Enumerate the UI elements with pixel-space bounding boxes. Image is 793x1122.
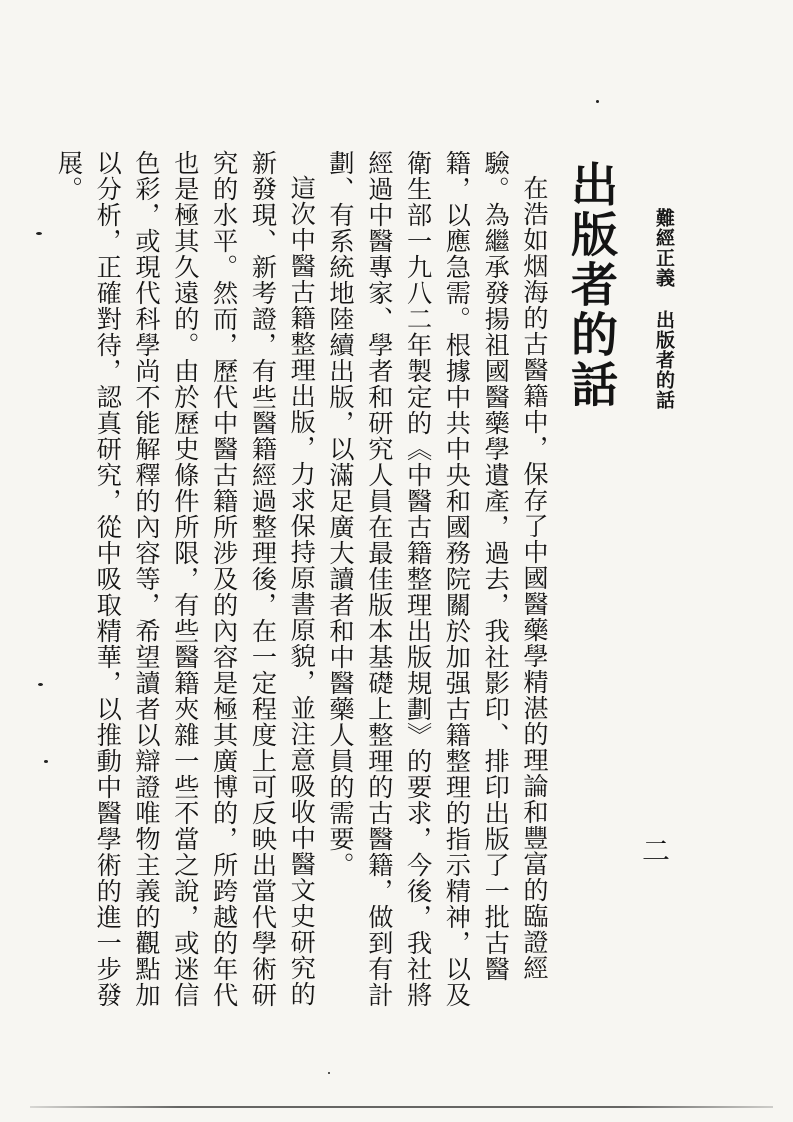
page-number: 二	[638, 836, 671, 864]
scan-speck	[36, 232, 42, 235]
bottom-edge-line	[30, 1106, 773, 1108]
body-text	[49, 150, 553, 1010]
running-head-book-title: 難經正義	[653, 208, 675, 288]
scan-speck	[596, 100, 599, 103]
running-head-section-title: 出版者的話	[653, 309, 675, 410]
scan-speck	[38, 683, 43, 686]
paragraph-1: 在浩如烟海的古醫籍中，保存了中國醫藥學精湛的理論和豐富的臨證經驗。為繼承發揚祖國醫藥學遺產，過去，我社影印、排印出版了一批古醫籍，以應急需。根據中共中央和國務院關於加强古籍整理的指示精神，以及衛生部一九八二年製定的《中醫古籍整理出版規劃》的要求，今後，我社將經過中醫專家、學者和研究人員在最佳版本基礎上整理的古醫籍，做到有計劃、有系統地陸續出版，以滿足廣大讀者和中醫藥人員的需要。	[326, 150, 549, 1008]
scan-speck	[328, 1072, 330, 1074]
paragraph-2: 這次中醫古籍整理出版，力求保持原書原貌，並注意吸收中醫文史研究的新發現、新考證，有些醫籍經過整理後，在一定程度上可反映出當代學術研究的水平。然而，歷代中醫古籍所涉及的內容是極其廣博的，所跨越的年代也是極其久遠的。由於歷史條件所限，有些醫籍夾雜一些不當之說，或迷信色彩，或現代科學尚不能解釋的內容等，希望讀者以辯證唯物主義的觀點加以分析，正確對待，認真研究，從中吸取精華，以推動中醫學術的進一步發展。	[54, 150, 317, 1008]
chapter-title: 出版者的話	[563, 160, 618, 410]
running-head	[653, 208, 675, 410]
scan-speck	[44, 760, 48, 763]
